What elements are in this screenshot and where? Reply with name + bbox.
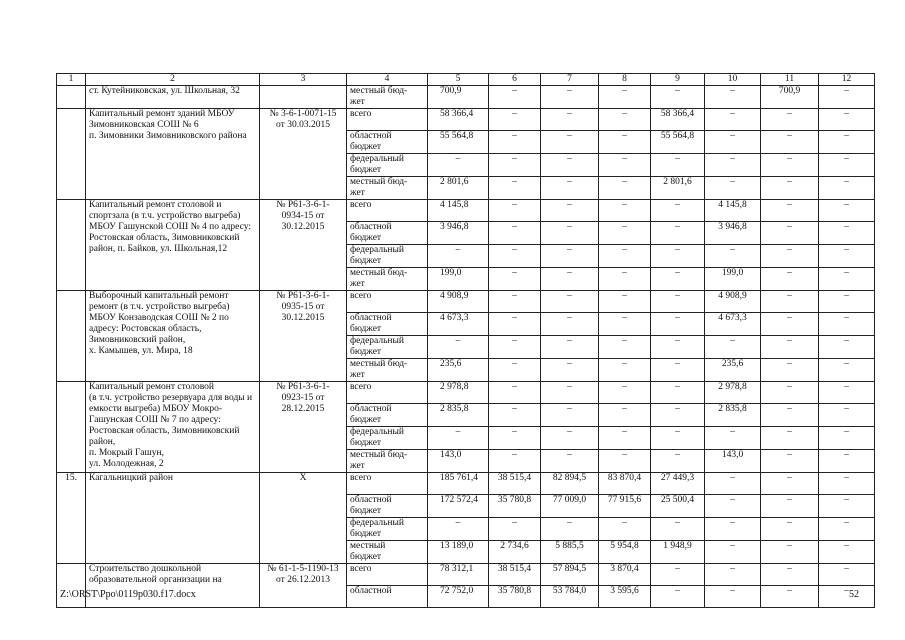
value-cell: 235,6 bbox=[705, 359, 761, 382]
value-cell: – bbox=[761, 177, 819, 200]
budget-table bbox=[56, 73, 875, 608]
value-cell: 77 915,6 bbox=[599, 495, 651, 518]
value-cell: – bbox=[599, 200, 651, 222]
value-cell: – bbox=[705, 245, 761, 268]
funding-source: федеральный бюджет bbox=[347, 336, 428, 359]
value-cell: – bbox=[819, 245, 875, 268]
value-cell: – bbox=[541, 177, 599, 200]
funding-source: всего bbox=[347, 109, 428, 131]
value-cell: – bbox=[819, 382, 875, 404]
value-cell: – bbox=[428, 427, 489, 450]
table-row bbox=[57, 200, 875, 222]
value-cell: 143,0 bbox=[705, 450, 761, 473]
value-cell: – bbox=[705, 336, 761, 359]
value-cell: – bbox=[651, 291, 705, 313]
value-cell: – bbox=[705, 86, 761, 109]
value-cell: – bbox=[428, 245, 489, 268]
value-cell: – bbox=[489, 313, 541, 336]
value-cell: 3 595,6 bbox=[599, 586, 651, 608]
value-cell: – bbox=[489, 404, 541, 427]
header-cell: 3 bbox=[260, 74, 347, 86]
value-cell: – bbox=[819, 177, 875, 200]
value-cell: – bbox=[541, 518, 599, 541]
value-cell: 4 673,3 bbox=[428, 313, 489, 336]
table-row bbox=[57, 291, 875, 313]
header-cell: 1 bbox=[57, 74, 86, 86]
page-number: 52 bbox=[849, 589, 859, 600]
value-cell: – bbox=[651, 200, 705, 222]
value-cell: 72 752,0 bbox=[428, 586, 489, 608]
row-number bbox=[57, 291, 86, 382]
value-cell: – bbox=[599, 86, 651, 109]
value-cell: – bbox=[761, 473, 819, 495]
value-cell: 235,6 bbox=[428, 359, 489, 382]
row-number bbox=[57, 86, 86, 109]
value-cell: 35 780,8 bbox=[489, 495, 541, 518]
value-cell: – bbox=[599, 404, 651, 427]
funding-source: всего bbox=[347, 382, 428, 404]
value-cell: – bbox=[761, 359, 819, 382]
value-cell: 4 145,8 bbox=[428, 200, 489, 222]
funding-source: федеральный бюджет bbox=[347, 154, 428, 177]
table-row bbox=[57, 473, 875, 495]
value-cell: – bbox=[705, 473, 761, 495]
value-cell: – bbox=[651, 404, 705, 427]
value-cell: – bbox=[705, 177, 761, 200]
value-cell: – bbox=[819, 586, 875, 608]
value-cell: – bbox=[819, 109, 875, 131]
value-cell: – bbox=[761, 541, 819, 564]
value-cell: 57 894,5 bbox=[541, 564, 599, 586]
value-cell: – bbox=[819, 495, 875, 518]
value-cell: – bbox=[651, 564, 705, 586]
value-cell: – bbox=[761, 564, 819, 586]
value-cell: – bbox=[819, 564, 875, 586]
value-cell: – bbox=[819, 154, 875, 177]
header-cell: 11 bbox=[761, 74, 819, 86]
funding-source: областной бюджет bbox=[347, 222, 428, 245]
value-cell: 172 572,4 bbox=[428, 495, 489, 518]
value-cell: – bbox=[489, 131, 541, 154]
value-cell: – bbox=[541, 450, 599, 473]
value-cell: – bbox=[705, 154, 761, 177]
value-cell: – bbox=[761, 200, 819, 222]
document-ref: № 3-6-1-0071-15 от 30.03.2015 bbox=[260, 109, 347, 200]
value-cell: – bbox=[541, 382, 599, 404]
value-cell: – bbox=[819, 359, 875, 382]
value-cell: – bbox=[651, 382, 705, 404]
value-cell: 3 946,8 bbox=[428, 222, 489, 245]
value-cell: – bbox=[761, 404, 819, 427]
value-cell: – bbox=[651, 268, 705, 291]
value-cell: – bbox=[761, 427, 819, 450]
value-cell: – bbox=[761, 154, 819, 177]
header-cell: 7 bbox=[541, 74, 599, 86]
value-cell: – bbox=[705, 109, 761, 131]
document-ref: Х bbox=[260, 473, 347, 564]
value-cell: – bbox=[819, 450, 875, 473]
value-cell: 700,9 bbox=[761, 86, 819, 109]
value-cell: 4 145,8 bbox=[705, 200, 761, 222]
file-path: Z:\ORST\Ppo\0119p030.f17.docx bbox=[60, 589, 196, 600]
value-cell: – bbox=[489, 154, 541, 177]
value-cell: 77 009,0 bbox=[541, 495, 599, 518]
value-cell: – bbox=[761, 518, 819, 541]
value-cell: – bbox=[489, 222, 541, 245]
value-cell: – bbox=[489, 427, 541, 450]
value-cell: 53 784,0 bbox=[541, 586, 599, 608]
document-ref: № Р61-3-6-1- 0934-15 от 30.12.2015 bbox=[260, 200, 347, 291]
value-cell: – bbox=[541, 427, 599, 450]
document-ref: № Р61-3-6-1- 0923-15 от 28.12.2015 bbox=[260, 382, 347, 473]
value-cell: – bbox=[651, 336, 705, 359]
value-cell: – bbox=[599, 177, 651, 200]
value-cell: – bbox=[599, 291, 651, 313]
header-cell: 5 bbox=[428, 74, 489, 86]
object-name: Капитальный ремонт столовой и спортзала (в т.ч. устройство выгреба) МБОУ Гашунской СОШ № 4 по адресу: Ростовская область, Зимовниковский район, п. Байков, ул. Школьная,12 bbox=[86, 200, 260, 291]
object-name: Капитальный ремонт зданий МБОУ Зимовниковская СОШ № 6 п. Зимовники Зимовниковского района bbox=[86, 109, 260, 200]
value-cell: – bbox=[761, 313, 819, 336]
value-cell: – bbox=[541, 245, 599, 268]
value-cell: 2 801,6 bbox=[651, 177, 705, 200]
value-cell: – bbox=[761, 450, 819, 473]
value-cell: 2 734,6 bbox=[489, 541, 541, 564]
value-cell: – bbox=[819, 336, 875, 359]
value-cell: 199,0 bbox=[705, 268, 761, 291]
value-cell: – bbox=[819, 222, 875, 245]
funding-source: всего bbox=[347, 291, 428, 313]
value-cell: – bbox=[761, 109, 819, 131]
table-row bbox=[57, 564, 875, 586]
value-cell: – bbox=[541, 154, 599, 177]
table-row bbox=[57, 86, 875, 109]
value-cell: 55 564,8 bbox=[651, 131, 705, 154]
funding-source: местный бюд- жет bbox=[347, 177, 428, 200]
value-cell: 83 870,4 bbox=[599, 473, 651, 495]
funding-source: областной bbox=[347, 586, 428, 608]
value-cell: 27 449,3 bbox=[651, 473, 705, 495]
value-cell: – bbox=[428, 154, 489, 177]
value-cell: – bbox=[599, 154, 651, 177]
value-cell: – bbox=[651, 154, 705, 177]
value-cell: – bbox=[819, 291, 875, 313]
funding-source: всего bbox=[347, 473, 428, 495]
table-row bbox=[57, 382, 875, 404]
value-cell: – bbox=[489, 382, 541, 404]
value-cell: – bbox=[599, 450, 651, 473]
row-number bbox=[57, 109, 86, 200]
value-cell: – bbox=[819, 200, 875, 222]
value-cell: – bbox=[489, 177, 541, 200]
value-cell: – bbox=[651, 313, 705, 336]
value-cell: – bbox=[761, 131, 819, 154]
value-cell: 4 908,9 bbox=[428, 291, 489, 313]
value-cell: 3 946,8 bbox=[705, 222, 761, 245]
value-cell: – bbox=[599, 382, 651, 404]
value-cell: 1 948,9 bbox=[651, 541, 705, 564]
object-name: Кагальницкий район bbox=[86, 473, 260, 564]
funding-source: местный бюд- жет bbox=[347, 86, 428, 109]
funding-source: местный бюд- жет bbox=[347, 359, 428, 382]
value-cell: 4 673,3 bbox=[705, 313, 761, 336]
value-cell: – bbox=[651, 86, 705, 109]
row-number bbox=[57, 564, 86, 608]
value-cell: – bbox=[705, 495, 761, 518]
value-cell: 700,9 bbox=[428, 86, 489, 109]
value-cell: – bbox=[705, 427, 761, 450]
value-cell: 2 835,8 bbox=[428, 404, 489, 427]
value-cell: – bbox=[651, 359, 705, 382]
value-cell: – bbox=[541, 200, 599, 222]
value-cell: 199,0 bbox=[428, 268, 489, 291]
value-cell: 25 500,4 bbox=[651, 495, 705, 518]
value-cell: – bbox=[651, 586, 705, 608]
value-cell: – bbox=[705, 541, 761, 564]
funding-source: федеральный бюджет bbox=[347, 245, 428, 268]
value-cell: – bbox=[489, 450, 541, 473]
value-cell: – bbox=[489, 359, 541, 382]
value-cell: – bbox=[761, 222, 819, 245]
funding-source: федеральный бюджет bbox=[347, 518, 428, 541]
value-cell: 5 954,8 bbox=[599, 541, 651, 564]
value-cell: – bbox=[819, 473, 875, 495]
value-cell: 2 978,8 bbox=[428, 382, 489, 404]
value-cell: 4 908,9 bbox=[705, 291, 761, 313]
value-cell: 185 761,4 bbox=[428, 473, 489, 495]
value-cell: – bbox=[819, 541, 875, 564]
header-cell: 12 bbox=[819, 74, 875, 86]
value-cell: 78 312,1 bbox=[428, 564, 489, 586]
value-cell: – bbox=[428, 518, 489, 541]
value-cell: – bbox=[651, 245, 705, 268]
value-cell: – bbox=[489, 109, 541, 131]
value-cell: – bbox=[651, 518, 705, 541]
object-name: Выборочный капитальный ремонт ремонт (в т.ч. устройство выгреба) МБОУ Конзаводская СОШ № 2 по адресу: Ростовская область, Зимовниковский район, х. Камышев, ул. Мира, 18 bbox=[86, 291, 260, 382]
value-cell: 55 564,8 bbox=[428, 131, 489, 154]
value-cell: – bbox=[599, 131, 651, 154]
value-cell: – bbox=[599, 427, 651, 450]
value-cell: – bbox=[599, 518, 651, 541]
value-cell: – bbox=[705, 131, 761, 154]
funding-source: областной бюджет bbox=[347, 313, 428, 336]
value-cell: – bbox=[705, 564, 761, 586]
value-cell: – bbox=[489, 268, 541, 291]
value-cell: 35 780,8 bbox=[489, 586, 541, 608]
value-cell: 58 366,4 bbox=[428, 109, 489, 131]
value-cell: – bbox=[651, 427, 705, 450]
value-cell: 2 978,8 bbox=[705, 382, 761, 404]
value-cell: – bbox=[651, 450, 705, 473]
funding-source: областной бюджет bbox=[347, 131, 428, 154]
value-cell: – bbox=[761, 336, 819, 359]
header-cell: 6 bbox=[489, 74, 541, 86]
value-cell: – bbox=[761, 495, 819, 518]
value-cell: – bbox=[599, 336, 651, 359]
value-cell: – bbox=[761, 291, 819, 313]
funding-source: областной бюджет bbox=[347, 495, 428, 518]
value-cell: – bbox=[489, 291, 541, 313]
value-cell: – bbox=[489, 86, 541, 109]
funding-source: местный бюд- жет bbox=[347, 268, 428, 291]
header-cell: 2 bbox=[86, 74, 260, 86]
funding-source: всего bbox=[347, 564, 428, 586]
value-cell: – bbox=[541, 336, 599, 359]
value-cell: 38 515,4 bbox=[489, 473, 541, 495]
value-cell: – bbox=[819, 313, 875, 336]
header-cell: 8 bbox=[599, 74, 651, 86]
value-cell: – bbox=[599, 313, 651, 336]
object-name: Капитальный ремонт столовой (в т.ч. устройство резервуара для воды и емкости выгреба) МБОУ Мокро-Гашунская СОШ № 7 по адресу: Ростовская область, Зимовниковский район, п. Мокрый Гашун, ул. Молодежная, 2 bbox=[86, 382, 260, 473]
value-cell: – bbox=[705, 586, 761, 608]
value-cell: 58 366,4 bbox=[651, 109, 705, 131]
value-cell: 38 515,4 bbox=[489, 564, 541, 586]
row-number bbox=[57, 200, 86, 291]
value-cell: – bbox=[761, 586, 819, 608]
value-cell: – bbox=[761, 245, 819, 268]
value-cell: – bbox=[541, 109, 599, 131]
value-cell: – bbox=[599, 268, 651, 291]
value-cell: – bbox=[819, 404, 875, 427]
header-cell: 4 bbox=[347, 74, 428, 86]
value-cell: 2 801,6 bbox=[428, 177, 489, 200]
value-cell: – bbox=[599, 245, 651, 268]
value-cell: – bbox=[489, 518, 541, 541]
funding-source: федеральный бюджет bbox=[347, 427, 428, 450]
funding-source: всего bbox=[347, 200, 428, 222]
value-cell: – bbox=[599, 359, 651, 382]
value-cell: – bbox=[541, 404, 599, 427]
value-cell: – bbox=[819, 268, 875, 291]
value-cell: – bbox=[819, 131, 875, 154]
value-cell: – bbox=[651, 222, 705, 245]
value-cell: – bbox=[489, 245, 541, 268]
row-number: 15. bbox=[57, 473, 86, 564]
value-cell: – bbox=[599, 109, 651, 131]
value-cell: 2 835,8 bbox=[705, 404, 761, 427]
object-name: ст. Кутейниковская, ул. Школьная, 32 bbox=[86, 86, 260, 109]
value-cell: 13 189,0 bbox=[428, 541, 489, 564]
header-cell: 10 bbox=[705, 74, 761, 86]
value-cell: 5 885,5 bbox=[541, 541, 599, 564]
document-ref: № 61-1-5-1190-13 от 26.12.2013 bbox=[260, 564, 347, 608]
document-ref: № Р61-3-6-1- 0935-15 от 30.12.2015 bbox=[260, 291, 347, 382]
value-cell: – bbox=[541, 291, 599, 313]
value-cell: 143,0 bbox=[428, 450, 489, 473]
funding-source: местный бюд- жет bbox=[347, 450, 428, 473]
table-row bbox=[57, 109, 875, 131]
table-body bbox=[57, 74, 875, 608]
value-cell: 82 894,5 bbox=[541, 473, 599, 495]
value-cell: – bbox=[489, 200, 541, 222]
header-row bbox=[57, 74, 875, 86]
value-cell: – bbox=[489, 336, 541, 359]
value-cell: – bbox=[599, 222, 651, 245]
value-cell: – bbox=[541, 86, 599, 109]
value-cell: – bbox=[541, 222, 599, 245]
value-cell: – bbox=[819, 427, 875, 450]
value-cell: – bbox=[761, 268, 819, 291]
object-name: Строительство дошкольной образовательной организации на bbox=[86, 564, 260, 608]
value-cell: – bbox=[705, 518, 761, 541]
value-cell: – bbox=[541, 131, 599, 154]
value-cell: – bbox=[819, 86, 875, 109]
value-cell: – bbox=[541, 268, 599, 291]
value-cell: – bbox=[541, 359, 599, 382]
value-cell: – bbox=[819, 518, 875, 541]
document-ref bbox=[260, 86, 347, 109]
value-cell: – bbox=[541, 313, 599, 336]
funding-source: местный бюджет bbox=[347, 541, 428, 564]
row-number bbox=[57, 382, 86, 473]
value-cell: – bbox=[761, 382, 819, 404]
header-cell: 9 bbox=[651, 74, 705, 86]
value-cell: – bbox=[428, 336, 489, 359]
value-cell: 3 870,4 bbox=[599, 564, 651, 586]
funding-source: областной бюджет bbox=[347, 404, 428, 427]
